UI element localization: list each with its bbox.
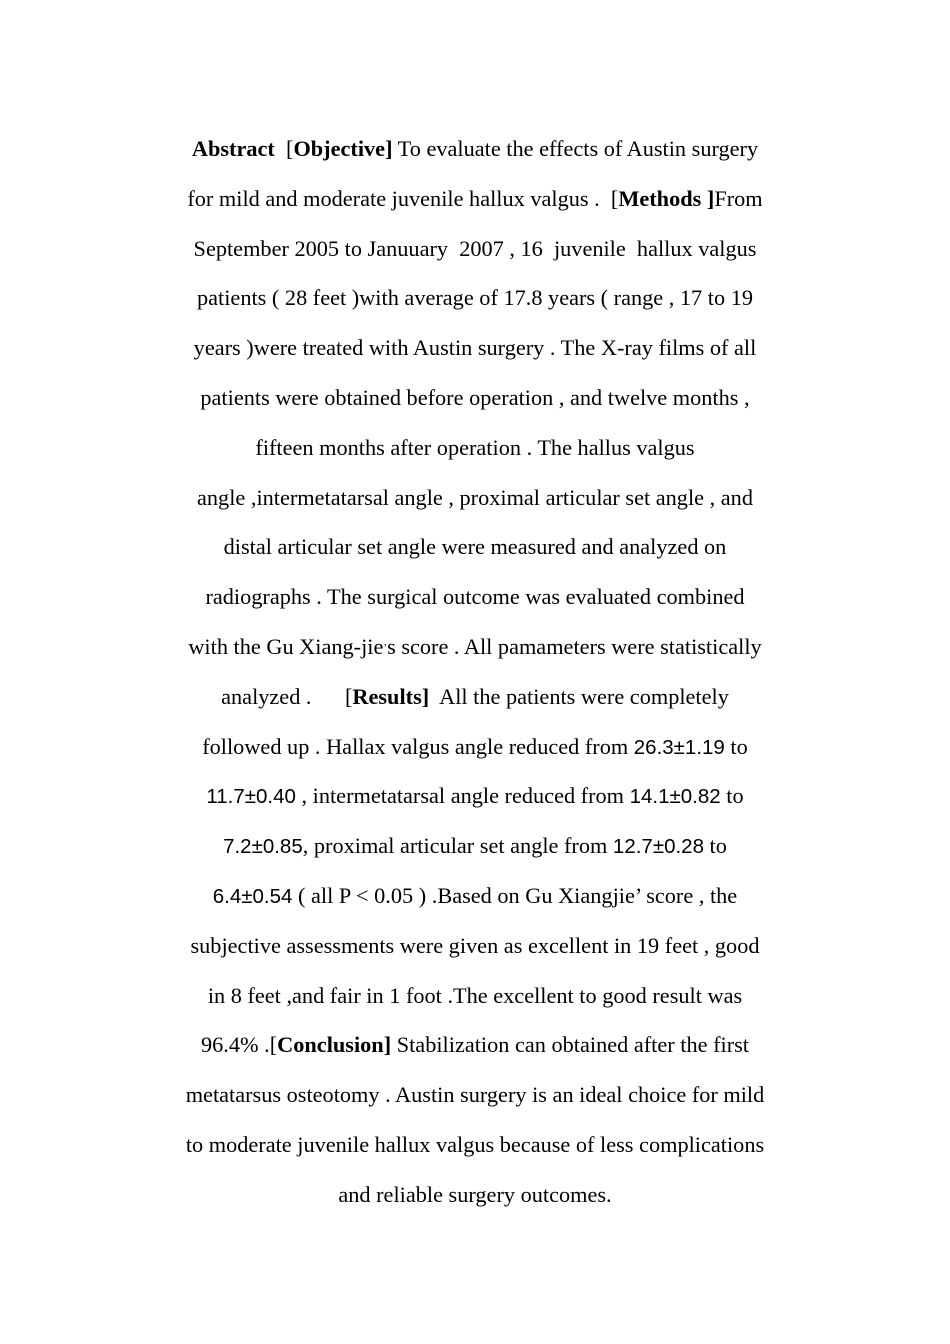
- abstract-line: September 2005 to Januuary 2007 , 16 juvenile hallux valgus: [193, 235, 757, 261]
- text-run: followed up . Hallax valgus angle reduced from: [202, 733, 634, 759]
- text-run: to: [703, 833, 727, 859]
- measurement-value: 12.7±0.28: [612, 835, 704, 859]
- text-run: analyzed . [: [221, 683, 353, 709]
- abstract-line: [0, 174, 950, 224]
- text-run: To evaluate the effects of Austin surgery: [392, 136, 759, 161]
- text-run: , intermetatarsal angle reduced from: [295, 783, 630, 809]
- abstract-line: [0, 871, 950, 921]
- abstract-paragraph: [0, 124, 950, 1220]
- text-run: ( all P < 0.05 ) .Based on Gu Xiangjie’ score , the: [292, 882, 738, 908]
- abstract-line: to moderate juvenile hallux valgus because of less complications: [185, 1131, 765, 1157]
- text-run: [: [274, 136, 294, 161]
- text-run: for mild and moderate juvenile hallux valgus . [: [187, 185, 619, 211]
- abstract-line: [0, 124, 950, 174]
- apostrophe-mark: ’: [383, 641, 388, 654]
- measurement-value: 26.3±1.19: [633, 735, 725, 759]
- methods-heading: Methods ]: [618, 185, 715, 211]
- abstract-line: [0, 722, 950, 772]
- abstract-line: [0, 821, 950, 871]
- measurement-value: 11.7±0.40: [206, 785, 296, 809]
- text-run: 96.4% .[: [200, 1032, 278, 1058]
- abstract-line: patients were obtained before operation , and twelve months ,: [200, 384, 750, 410]
- abstract-heading: Abstract: [191, 136, 275, 161]
- abstract-line: in 8 feet ,and fair in 1 foot .The excellent to good result was: [207, 982, 743, 1008]
- abstract-line: angle ,intermetatarsal angle , proximal articular set angle , and: [197, 484, 753, 510]
- abstract-line: [0, 771, 950, 821]
- abstract-line: radiographs . The surgical outcome was evaluated combined: [205, 584, 745, 610]
- measurement-value: 14.1±0.82: [629, 785, 721, 809]
- text-run: with the Gu Xiang-jie: [188, 633, 384, 659]
- abstract-line: [0, 622, 950, 672]
- text-run: s score . All pamameters were statistically: [387, 633, 762, 659]
- objective-heading: Objective]: [293, 136, 393, 161]
- abstract-line: [0, 1020, 950, 1070]
- text-run: to: [720, 783, 744, 809]
- abstract-line: patients ( 28 feet )with average of 17.8 years ( range , 17 to 19: [197, 285, 753, 311]
- text-run: From: [714, 185, 763, 211]
- abstract-line: subjective assessments were given as excellent in 19 feet , good: [190, 932, 760, 958]
- conclusion-heading: Conclusion]: [277, 1032, 392, 1058]
- text-run: , proximal articular set angle from: [302, 833, 613, 859]
- results-heading: Results]: [352, 683, 430, 709]
- abstract-line: fifteen months after operation . The hallus valgus: [255, 434, 695, 460]
- abstract-line: and reliable surgery outcomes.: [338, 1181, 612, 1207]
- abstract-line: years )were treated with Austin surgery . The X-ray films of all: [193, 335, 757, 361]
- text-run: All the patients were completely: [429, 683, 729, 709]
- abstract-line: [0, 672, 950, 722]
- measurement-value: 7.2±0.85: [223, 835, 303, 859]
- text-run: to: [724, 733, 748, 759]
- abstract-line: distal articular set angle were measured and analyzed on: [223, 534, 727, 560]
- measurement-value: 6.4±0.54: [212, 884, 293, 908]
- abstract-line: metatarsus osteotomy . Austin surgery is an ideal choice for mild: [185, 1082, 765, 1108]
- text-run: Stabilization can obtained after the first: [391, 1032, 750, 1058]
